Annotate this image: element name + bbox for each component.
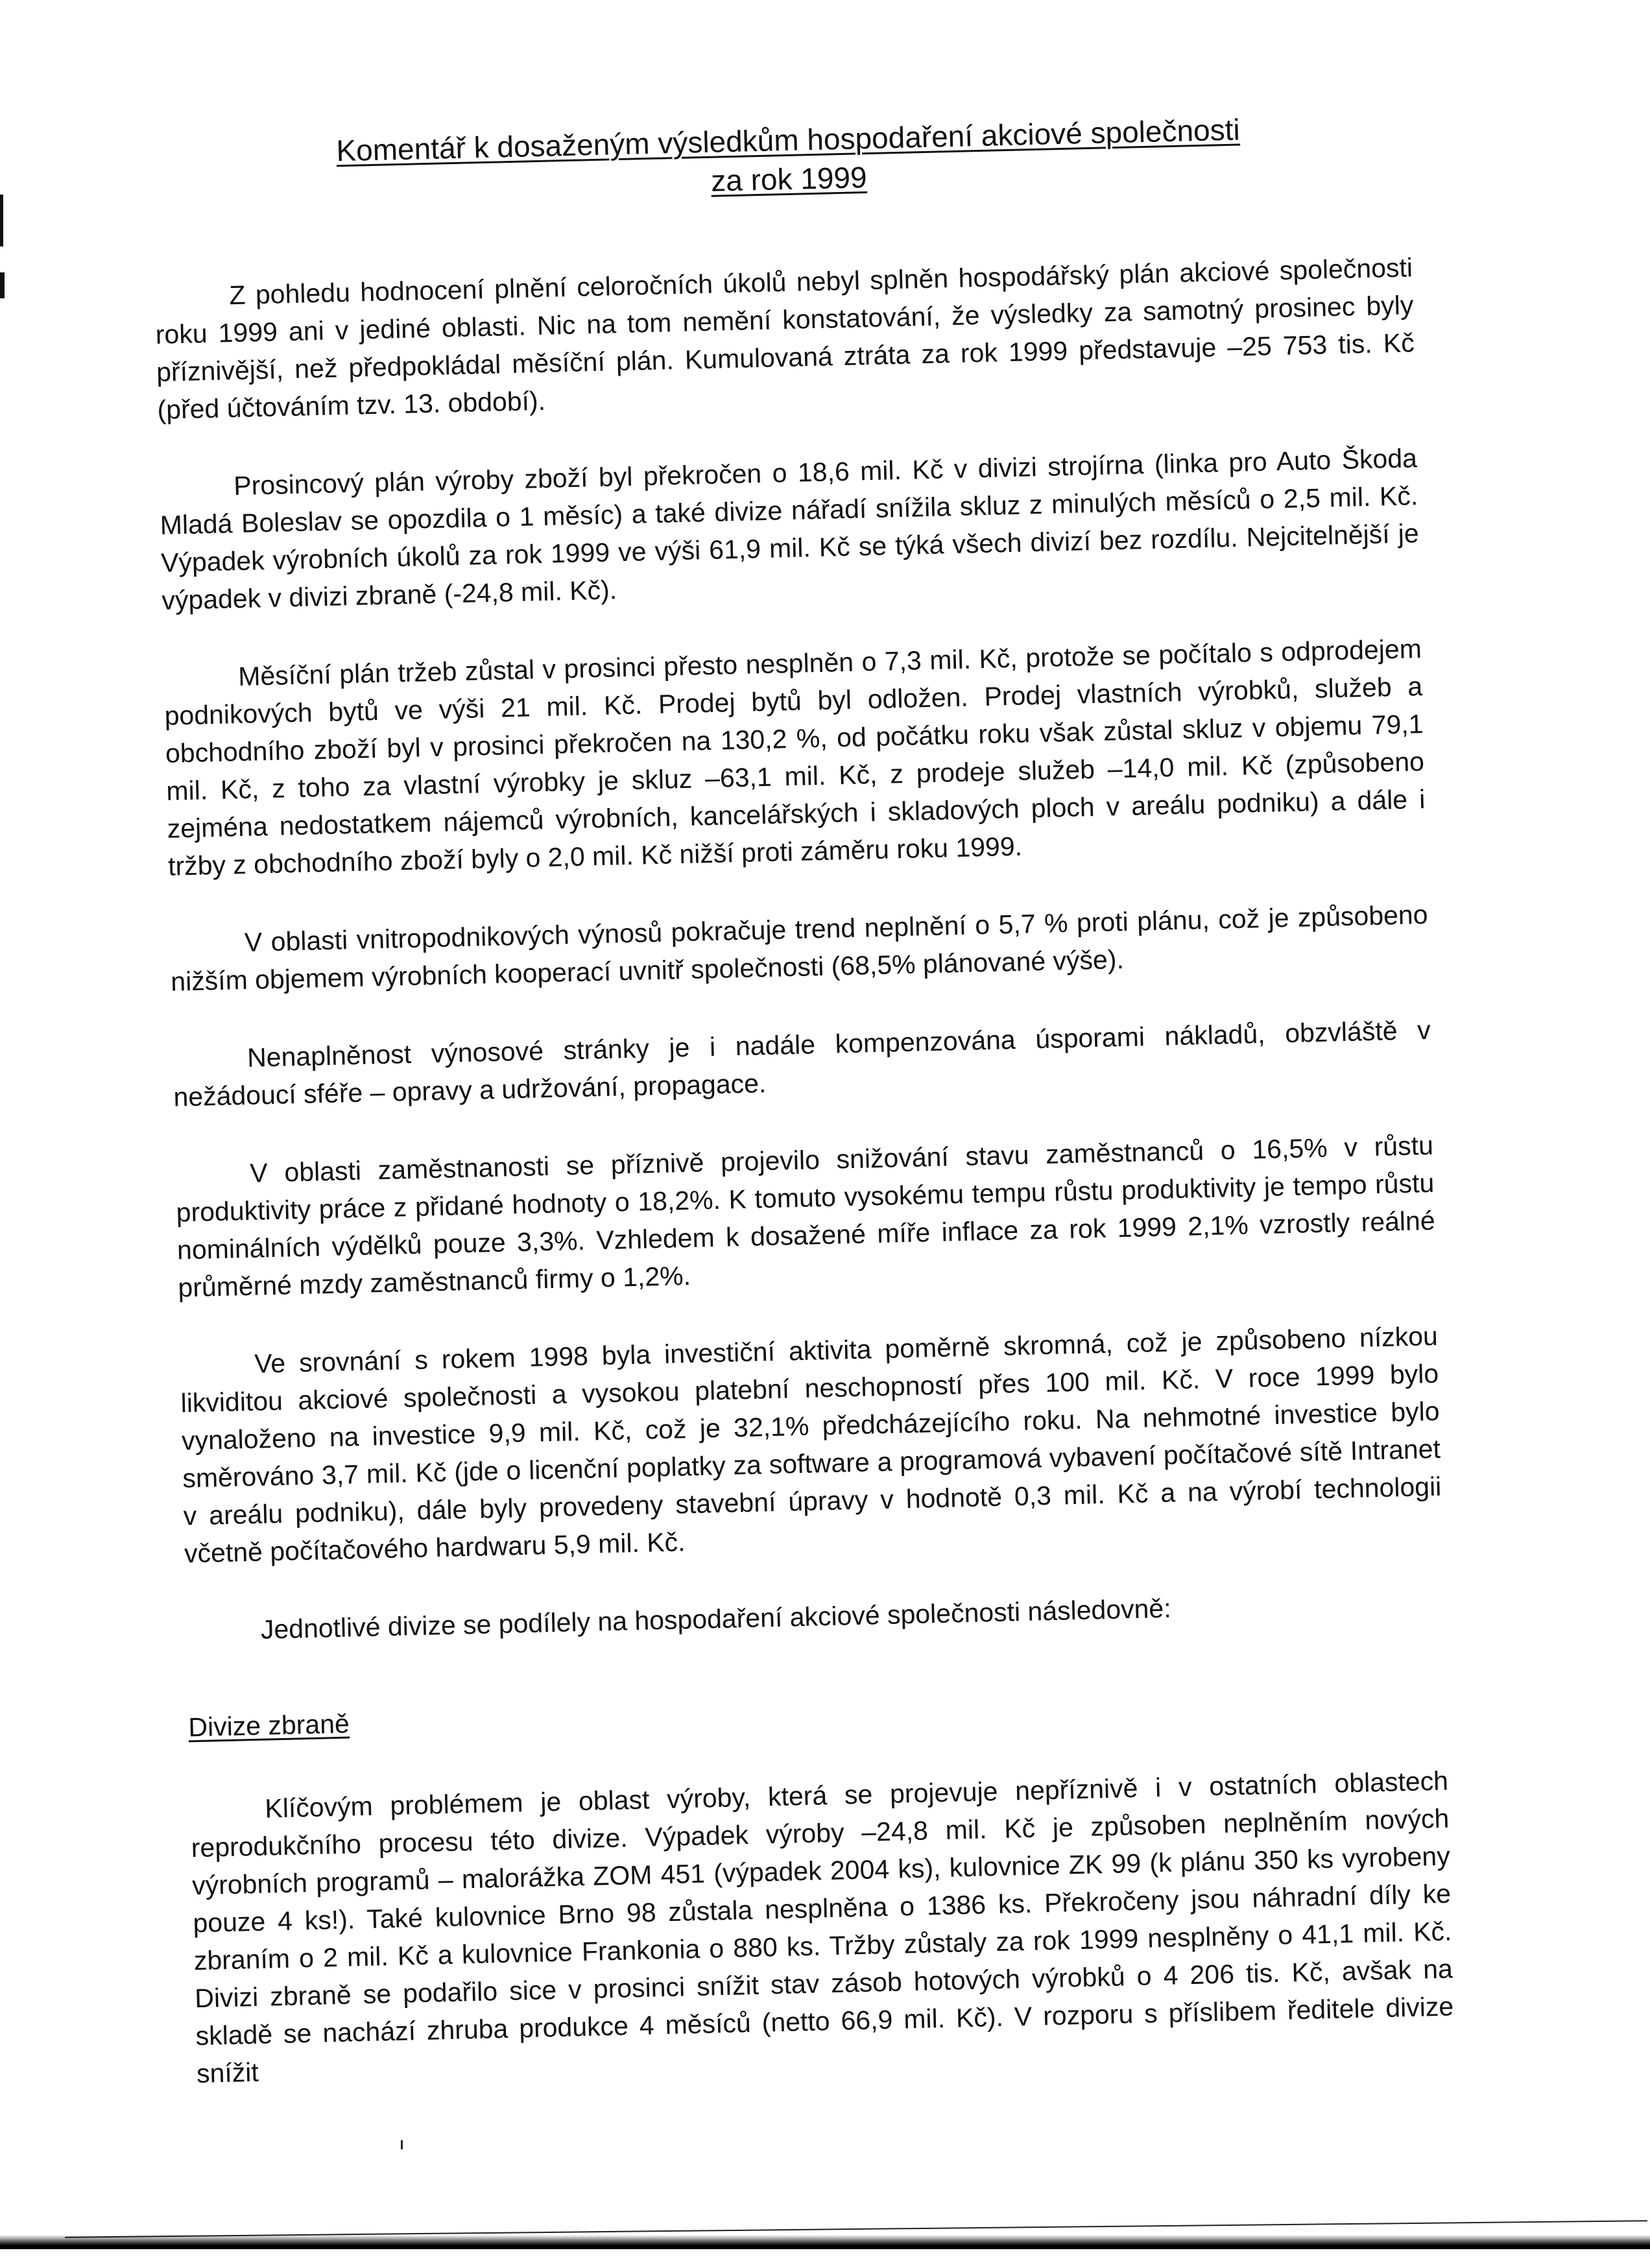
paragraph-production: Prosincový plán výroby zboží byl překročen o 18,6 mil. Kč v divizi strojírna (linka pro Auto Škoda Mladá Boleslav se opozdila o 1 měsíc) a také divize nářadí snížila skluz z minulých měsíců o 2,5 mil. Kč. Výpadek výrobních úkolů za rok 1999 ve výši 61,9 mil. Kč se týká všech divizí bez rozdílu. Nejcitelnější je výpadek v divizi zbraně (-24,8 mil. Kč). bbox=[160, 443, 1420, 615]
paragraph-overall-plan: Z pohledu hodnocení plnění celoročních úkolů nebyl splněn hospodářský plán akciové společnosti roku 1999 ani v jediné oblasti. Nic na tom nemění konstatování, že výsledky za samotný prosinec byly příznivější, než předpokládal měsíční plán. Kumulovaná ztráta za rok 1999 představuje –25 753 tis. Kč (před účtováním tzv. 13. období). bbox=[155, 252, 1415, 425]
paragraph-sales: Měsíční plán tržeb zůstal v prosinci přesto nesplněn o 7,3 mil. Kč, protože se počítalo s odprodejem podnikových bytů ve výši 21 mil. Kč. Prodej bytů byl odložen. Prodej vlastních výrobků, služeb a obchodního zboží byl v prosinci překročen na 130,2 %, od počátku roku však zůstal skluz v objemu 79,1 mil. Kč, z toho za vlastní výrobky je skluz –63,1 mil. Kč, z prodeje služeb –14,0 mil. Kč (způsobeno zejména nedostatkem nájemců výrobních, kancelářských i skladových ploch v areálu podniku) a dále i tržby z obchodního zboží byly o 2,0 mil. Kč nižší proti záměru roku 1999. bbox=[164, 634, 1426, 881]
title-line-1: Komentář k dosaženým výsledkům hospodaření akciové společnosti bbox=[335, 112, 1241, 168]
paragraph-investment: Ve srovnání s rokem 1998 byla investiční aktivita poměrně skromná, což je způsobeno nízkou likviditou akciové společnosti a vysokou platební neschopností přes 100 mil. Kč. V roce 1999 bylo vynaloženo na investice 9,9 mil. Kč, což je 32,1% předcházejícího roku. Na nehmotné investice bylo směrováno 3,7 mil. Kč (jde o licenční poplatky za software a programová vybavení počítačové sítě Intranet v areálu podniku), dále byly provedeny stavební úpravy v hodnotě 0,3 mil. Kč a na výrobí technologii včetně počítačového hardwaru 5,9 mil. Kč. bbox=[180, 1320, 1442, 1569]
paragraph-employment: V oblasti zaměstnanosti se příznivě projevilo snižování stavu zaměstnanců o 16,5% v růstu produktivity práce z přidané hodnoty o 18,2%. K tomuto vysokému tempu růstu produktivity je tempo růstu nominálních výdělků pouze 3,3%. Vzhledem k dosažené míře inflace za rok 1999 2,1% vzrostly reálné průměrné mzdy zaměstnanců firmy o 1,2%. bbox=[176, 1130, 1436, 1303]
title-line-2: za rok 1999 bbox=[710, 160, 868, 198]
paragraph-internal-revenue: V oblasti vnitropodnikových výnosů pokračuje trend neplnění o 5,7 % proti plánu, což je způsobeno nižším objemem výrobních kooperací uvnitř společnosti (68,5% plánované výše). bbox=[170, 899, 1428, 997]
section-heading-weapons-division: Divize zbraně bbox=[187, 1708, 350, 1743]
scan-bottom-edge bbox=[0, 2235, 1650, 2249]
document-title bbox=[224, 107, 1354, 211]
paragraph-weapons-division: Klíčovým problémem je oblast výroby, která se projevuje nepříznivě i v ostatních oblastech reprodukčního procesu této divize. Výpadek výroby –24,8 mil. Kč je způsoben neplněním nových výrobních programů – malorážka ZOM 451 (výpadek 2004 ks), kulovnice ZK 99 (k plánu 350 ks vyrobeny pouze 4 ks!). Také kulovnice Brno 98 zůstala nesplněna o 1386 ks. Překročeny jsou náhradní díly ke zbraním o 2 mil. Kč a kulovnice Frankonia o 880 ks. Tržby zůstaly za rok 1999 nesplněny o 41,1 mil. Kč. Divizi zbraně se podařilo sice v prosinci snížit stav zásob hotových výrobků o 4 206 tis. Kč, avšak na skladě se nachází zhruba produkce 4 měsíců (netto 66,9 mil. Kč). V rozporu s příslibem ředitele divize snížit bbox=[191, 1765, 1454, 2089]
document-body bbox=[154, 248, 1456, 2132]
paragraph-divisions-intro: Jednotlivé divize se podílely na hospodaření akciové společnosti následovně: bbox=[260, 1593, 1172, 1645]
scan-speck bbox=[401, 2140, 403, 2149]
paragraph-cost-savings: Nenaplněnost výnosové stránky je i nadále kompenzována úsporami nákladů, obzvláště v nežádoucí sféře – opravy a udržování, propagace. bbox=[173, 1014, 1431, 1112]
